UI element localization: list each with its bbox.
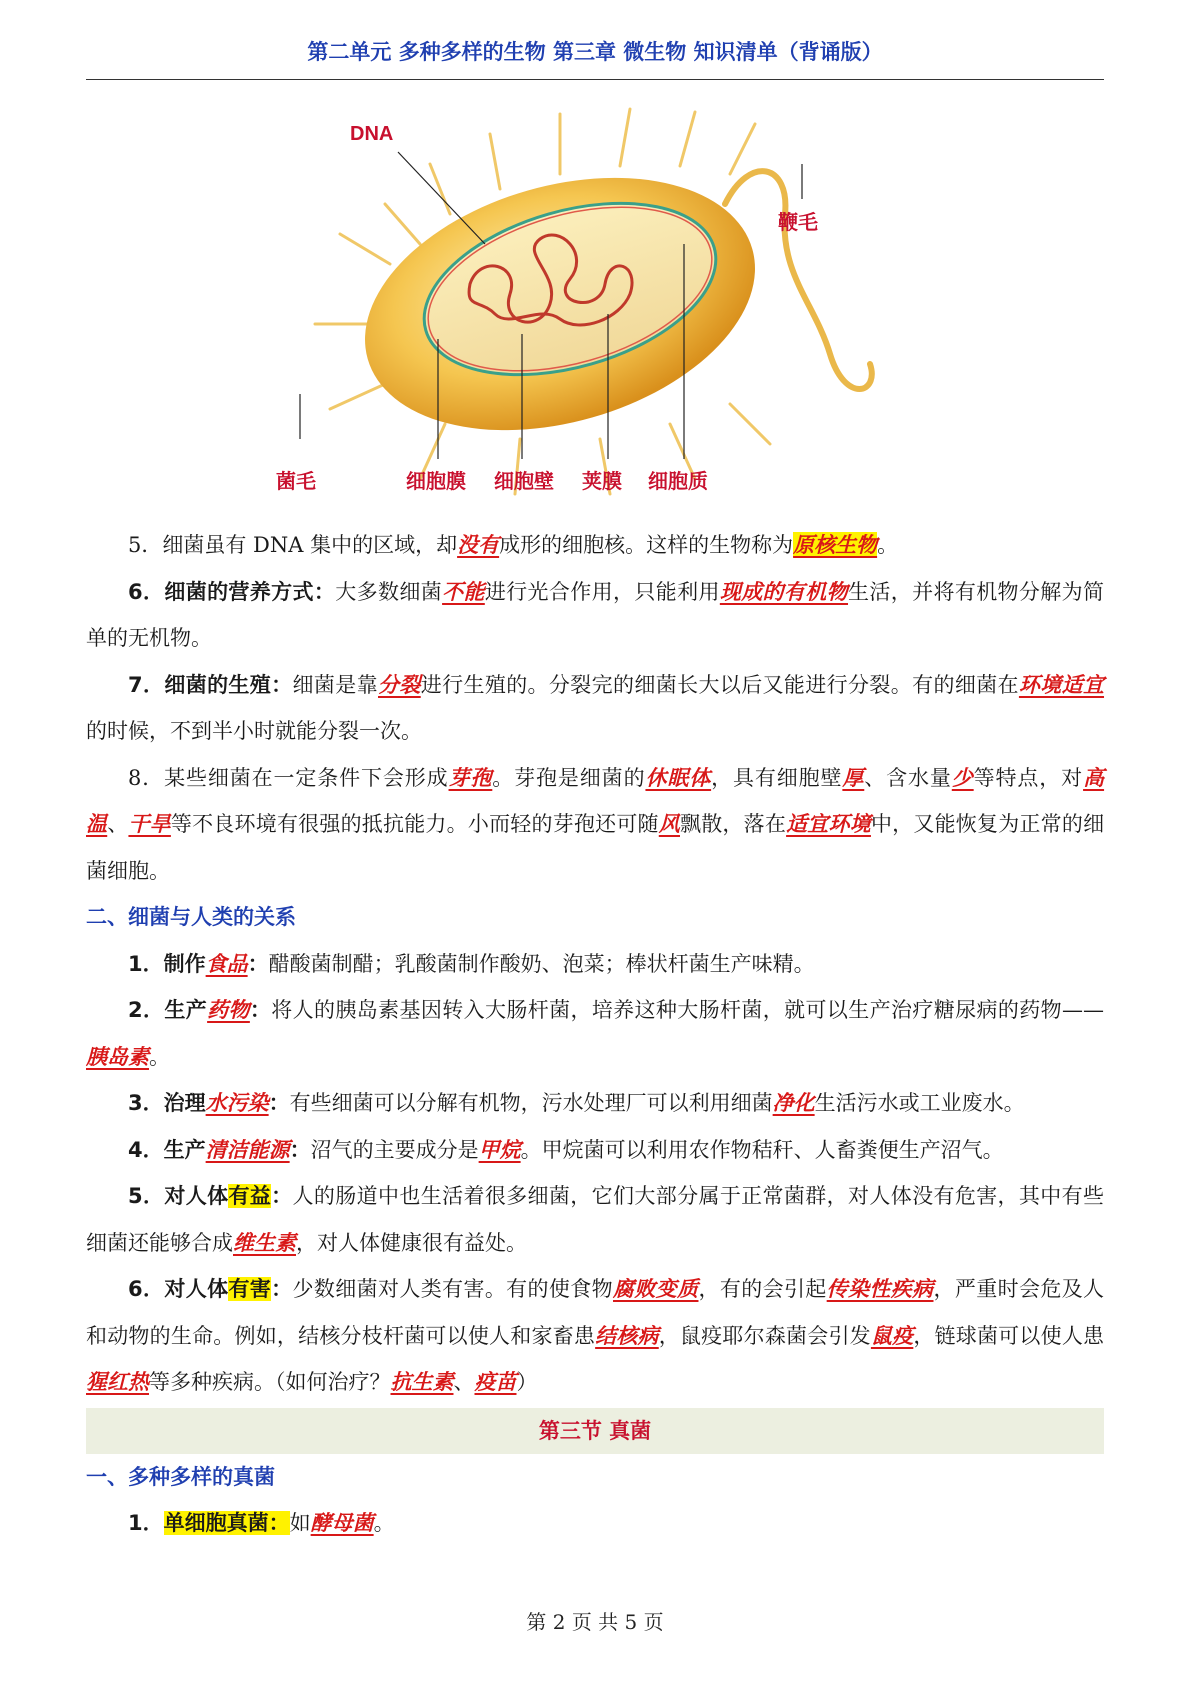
section-band-fungi: 第三节 真菌	[86, 1408, 1104, 1454]
relation-item-4: 4．生产清洁能源：沼气的主要成分是甲烷。甲烷菌可以利用农作物秸秆、人畜粪便生产沼气。	[128, 1136, 1004, 1162]
label-cytoplasm: 细胞质	[648, 469, 708, 493]
label-wall: 细胞壁	[494, 469, 554, 493]
paragraph-5: 5．细菌虽有 DNA 集中的区域，却没有成形的细胞核。这样的生物称为原核生物。	[128, 532, 899, 557]
main-content	[86, 522, 1104, 1547]
paragraph-8: 8．某些细菌在一定条件下会形成芽孢。芽孢是细菌的休眠体，具有细胞壁厚、含水量少等特点，对高温、干旱等不良环境有很强的抵抗能力。小而轻的芽孢还可随风飘散，落在适宜环境中，又能恢复为正常的细菌细胞。	[86, 764, 1105, 883]
paragraph-6: 6．细菌的营养方式：大多数细菌不能进行光合作用，只能利用现成的有机物生活，并将有机物分解为简单的无机物。	[86, 578, 1105, 650]
keyword: 没有	[457, 532, 500, 557]
label-flagellum: 鞭毛	[778, 210, 818, 234]
section-heading-relations: 二、细菌与人类的关系	[86, 905, 296, 929]
page-footer	[0, 1606, 1190, 1635]
keyword: 不能	[442, 578, 485, 604]
keyword: 环境适宜	[1018, 671, 1105, 697]
page-header	[86, 26, 1104, 80]
page-number: 第 2 页 共 5 页	[526, 1610, 664, 1634]
relation-item-6: 6．对人体有害：少数细菌对人类有害。有的使食物腐败变质，有的会引起传染性疾病，严重时会危及人和动物的生命。例如，结核分枝杆菌可以使人和家畜患结核病，鼠疫耶尔森菌会引发鼠疫，链球菌可以使人患猩红热等多种疾病。（如何治疗？抗生素、疫苗）	[86, 1276, 1105, 1394]
relation-item-5: 5．对人体有益：人的肠道中也生活着很多细菌，它们大部分属于正常菌群，对人体没有危害，其中有些细菌还能够合成维生素，对人体健康很有益处。	[86, 1184, 1105, 1255]
relation-item-3: 3．治理水污染：有些细菌可以分解有机物，污水处理厂可以利用细菌净化生活污水或工业废水。	[128, 1090, 1025, 1115]
section-heading-fungi: 一、多种多样的真菌	[86, 1464, 275, 1489]
relation-item-1: 1．制作食品：醋酸菌制醋；乳酸菌制作酸奶、泡菜；棒状杆菌生产味精。	[128, 950, 815, 976]
header-title: 第二单元 多种多样的生物 第三章 微生物 知识清单（背诵版）	[307, 40, 883, 64]
relation-item-2: 2．生产药物：将人的胰岛素基因转入大肠杆菌，培养这种大肠杆菌，就可以生产治疗糖尿病的药物——胰岛素。	[86, 997, 1105, 1069]
label-pili: 菌毛	[276, 469, 316, 493]
keyword-highlighted: 原核生物	[793, 532, 878, 557]
label-membrane: 细胞膜	[406, 469, 466, 493]
label-capsule: 荚膜	[582, 469, 622, 493]
bacterium-diagram	[270, 94, 950, 509]
fungi-item-1: 1．单细胞真菌：如酵母菌。	[128, 1510, 395, 1535]
keyword: 现成的有机物	[719, 578, 849, 604]
label-dna: DNA	[350, 123, 394, 145]
keyword: 分裂	[378, 671, 421, 697]
paragraph-7: 7．细菌的生殖：细菌是靠分裂进行生殖的。分裂完的细菌长大以后又能进行分裂。有的细菌在环境适宜的时候，不到半小时就能分裂一次。	[86, 671, 1105, 743]
